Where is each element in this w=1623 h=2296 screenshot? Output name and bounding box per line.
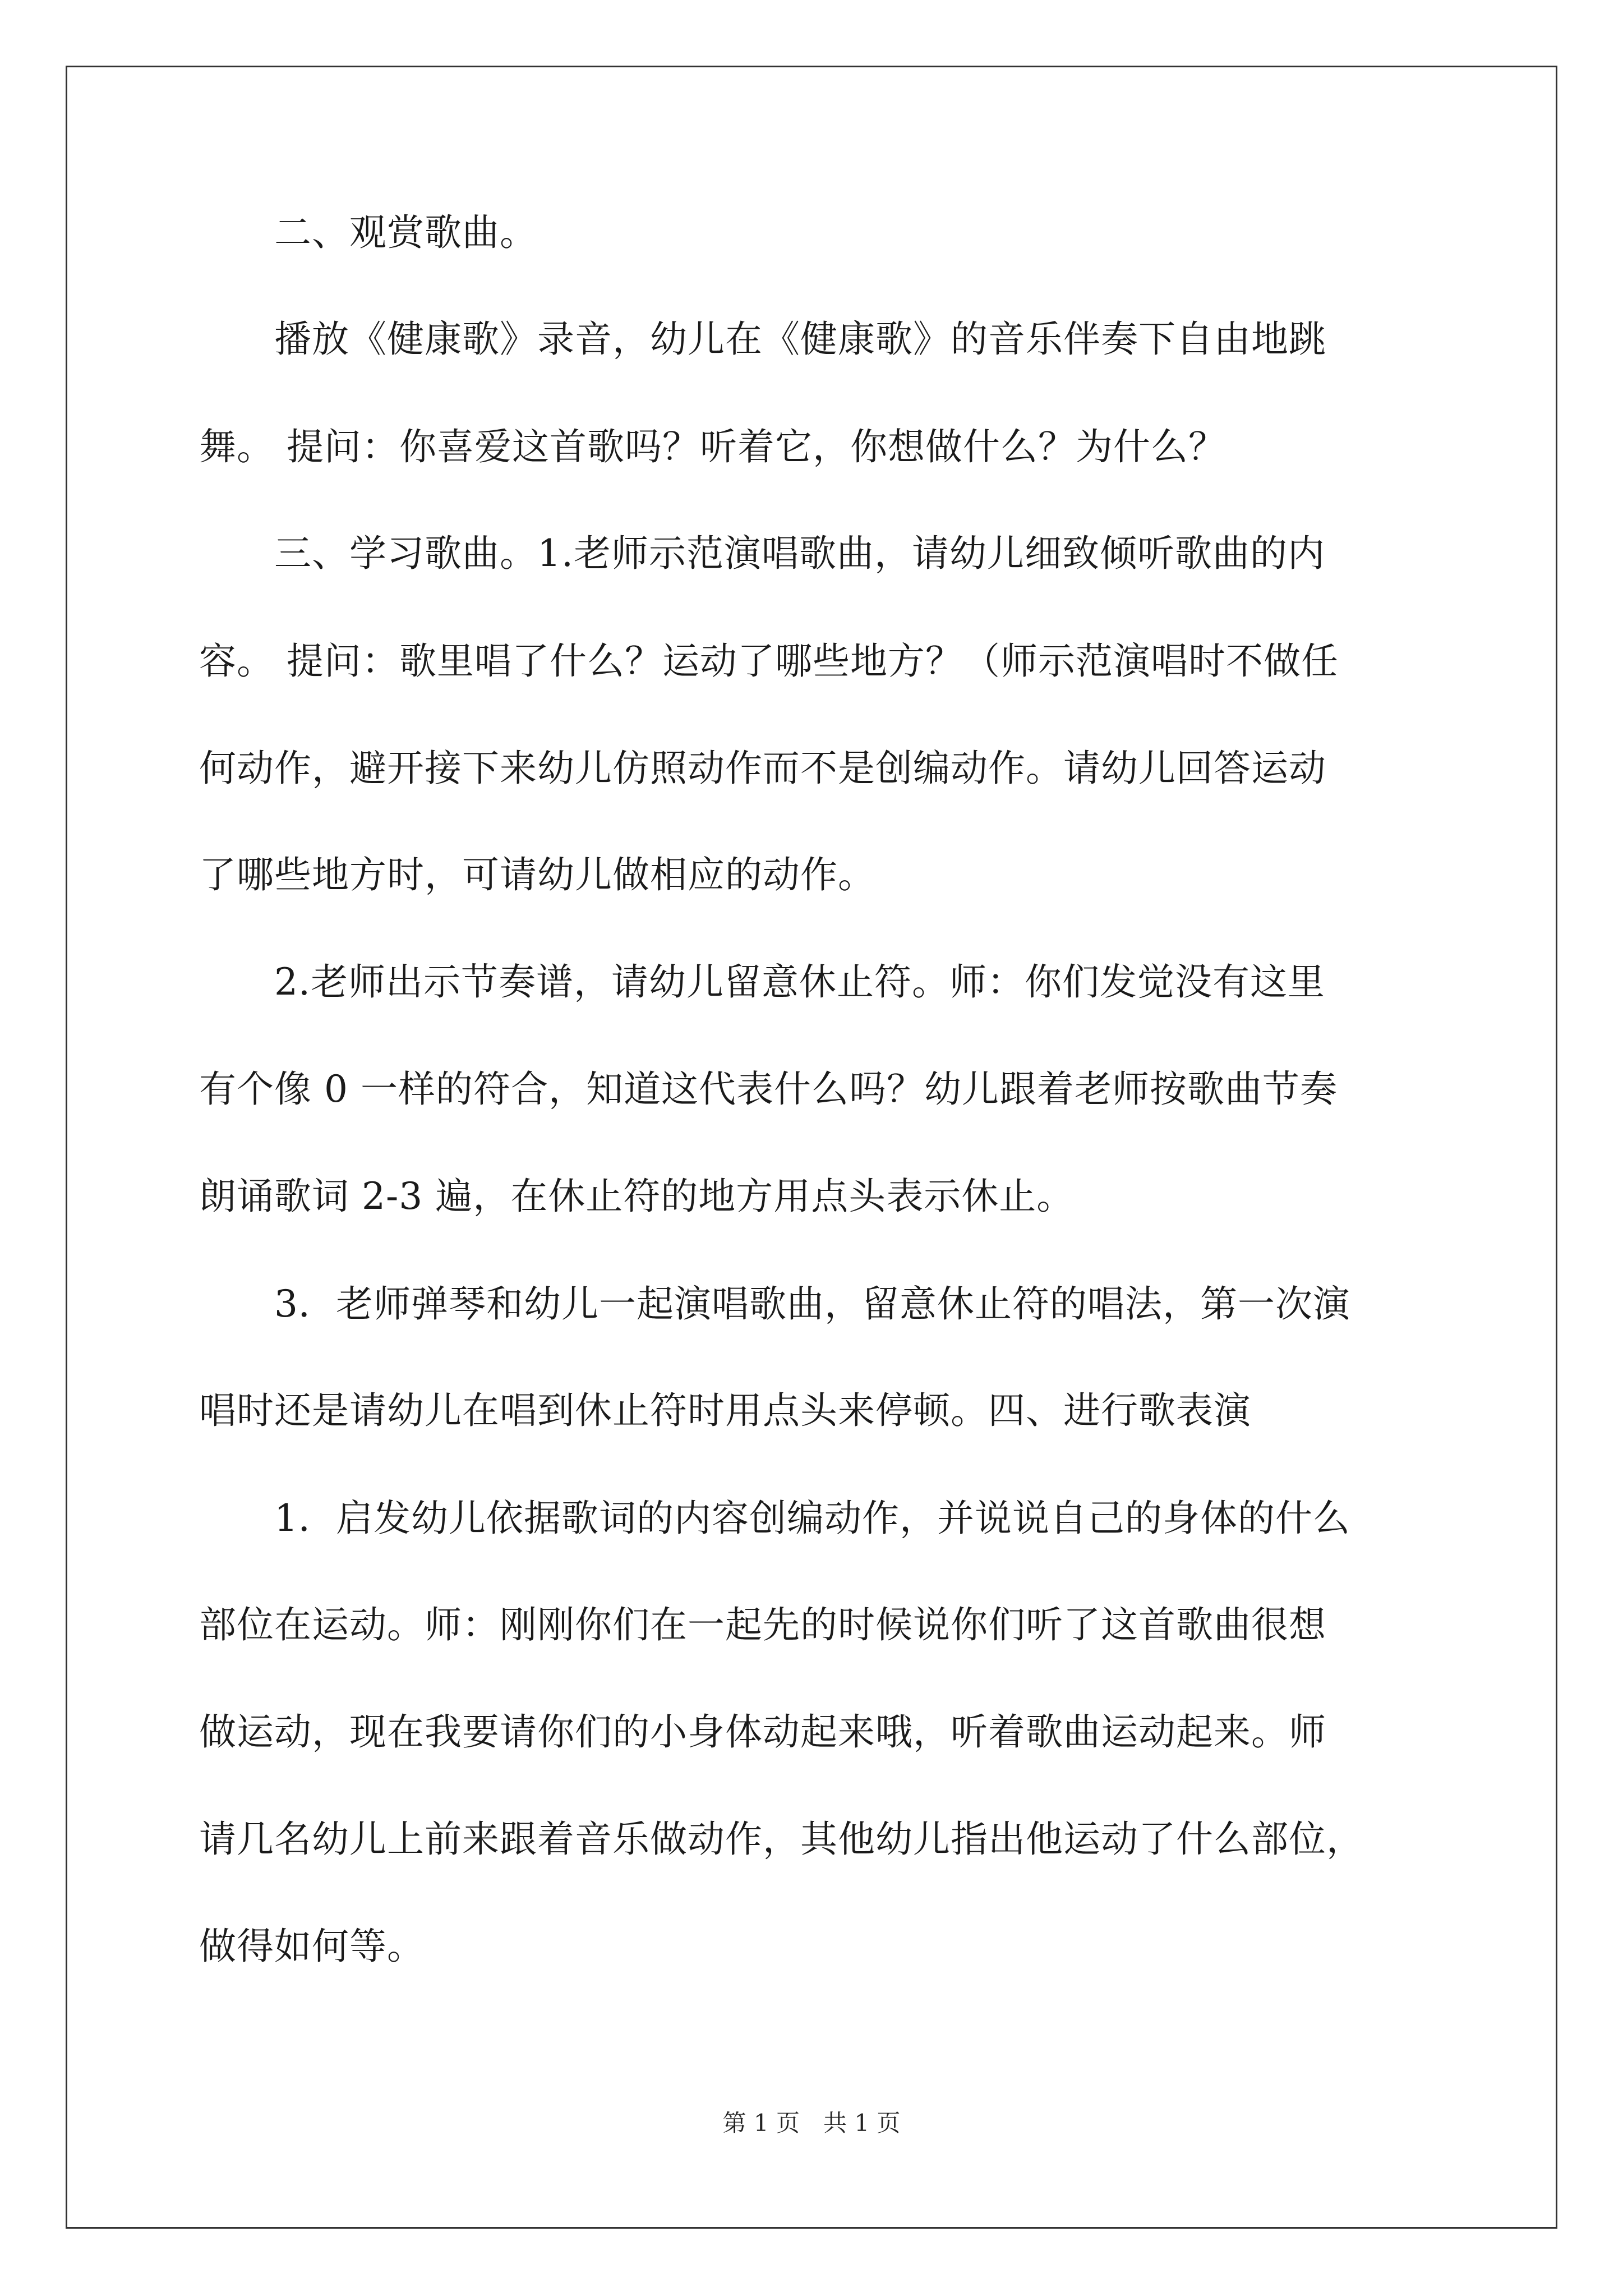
- text-line: 2.老师出示节奏谱，请幼儿留意休止符。师：你们发觉没有这里: [199, 960, 1325, 1004]
- text-line: 了哪些地方时，可请幼儿做相应的动作。: [199, 853, 875, 896]
- text-line: 二、观赏歌曲。: [199, 211, 537, 254]
- text-line: 何动作，避开接下来幼儿仿照动作而不是创编动作。请幼儿回答运动: [199, 747, 1326, 790]
- text-line: 舞。 提问：你喜爱这首歌吗？听着它，你想做什么？为什么？: [199, 425, 1226, 468]
- text-line: 容。 提问：歌里唱了什么？运动了哪些地方？（师示范演唱时不做任: [199, 639, 1339, 683]
- page-border: [66, 66, 1557, 2229]
- page-footer: 第 1 页 共 1 页: [722, 2109, 901, 2137]
- text-line: 部位在运动。师：刚刚你们在一起先的时候说你们听了这首歌曲很想: [199, 1603, 1326, 1646]
- text-line: 3．老师弹琴和幼儿一起演唱歌曲，留意休止符的唱法，第一次演: [199, 1282, 1350, 1326]
- text-line: 有个像 0 一样的符合，知道这代表什么吗？幼儿跟着老师按歌曲节奏: [199, 1068, 1338, 1111]
- text-line: 1．启发幼儿依据歌词的内容创编动作，并说说自己的身体的什么: [199, 1497, 1350, 1540]
- text-line: 做得如何等。: [199, 1925, 425, 1968]
- text-line: 朗诵歌词 2-3 遍，在休止符的地方用点头表示休止。: [199, 1175, 1075, 1218]
- text-line: 播放《健康歌》录音，幼儿在《健康歌》的音乐伴奏下自由地跳: [199, 318, 1326, 361]
- text-line: 三、学习歌曲。1.老师示范演唱歌曲，请幼儿细致倾听歌曲的内: [199, 532, 1325, 575]
- text-line: 做运动，现在我要请你们的小身体动起来哦，听着歌曲运动起来。师: [199, 1710, 1326, 1754]
- text-line: 请几名幼儿上前来跟着音乐做动作，其他幼儿指出他运动了什么部位，: [199, 1818, 1364, 1861]
- text-line: 唱时还是请幼儿在唱到休止符时用点头来停顿。四、进行歌表演: [199, 1389, 1251, 1432]
